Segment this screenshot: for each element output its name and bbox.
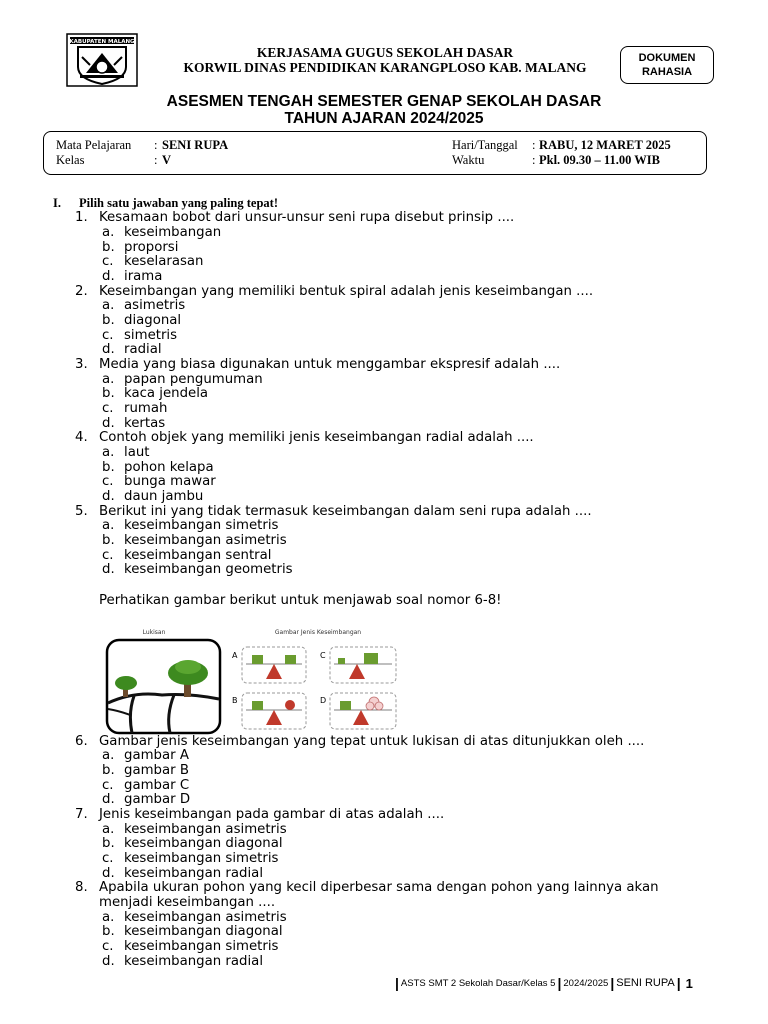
option-text: bunga mawar [124, 474, 216, 489]
option-text: simetris [124, 328, 178, 343]
footer-subject: SENI RUPA [616, 977, 675, 989]
option-letter: c. [102, 401, 114, 416]
exam-title [0, 93, 768, 127]
question-number: 2. [75, 284, 88, 299]
option-letter: d. [102, 416, 115, 431]
option-text: papan pengumuman [124, 372, 263, 387]
footer-separator: | [676, 975, 681, 991]
option-letter: a. [102, 518, 115, 533]
option-text: keseimbangan diagonal [124, 924, 283, 939]
option-text: keseimbangan simetris [124, 851, 279, 866]
option-text: diagonal [124, 313, 182, 328]
option-text: daun jambu [124, 489, 204, 504]
district-logo [66, 33, 138, 87]
section-number: I. [53, 196, 61, 210]
option-text: keseimbangan simetris [124, 939, 279, 954]
question-number: 6. [75, 734, 88, 749]
question-number: 5. [75, 504, 88, 519]
info-row-2 [56, 153, 696, 168]
option-text: keseimbangan radial [124, 954, 264, 969]
footer-separator: | [395, 975, 399, 991]
question-text: Media yang biasa digunakan untuk menggambar ekspresif adalah .... [99, 357, 561, 372]
class-value: V [162, 153, 172, 167]
option-letter: d. [102, 269, 115, 284]
option-text: gambar A [124, 748, 189, 763]
option-text: keseimbangan diagonal [124, 836, 283, 851]
balance-diagram-c [330, 647, 396, 683]
option-letter: d. [102, 866, 115, 881]
option-letter: d. [102, 792, 115, 807]
section-instruction: Pilih satu jawaban yang paling tepat! [79, 196, 278, 210]
option-letter: a. [102, 910, 115, 925]
option-text: gambar B [124, 763, 189, 778]
day-label: Hari/Tanggal [452, 138, 518, 152]
option-letter: b. [102, 386, 115, 401]
question-number: 4. [75, 430, 88, 445]
option-text: keseimbangan simetris [124, 518, 279, 533]
balance-diagram-b [242, 693, 306, 729]
letterhead-line1: KERJASAMA GUGUS SEKOLAH DASAR [256, 45, 514, 60]
option-letter: c. [102, 474, 114, 489]
question-text: Keseimbangan yang memiliki bentuk spiral adalah jenis keseimbangan .... [99, 284, 594, 299]
time-label: Waktu [452, 153, 485, 167]
option-text: irama [124, 269, 163, 284]
option-letter: a. [102, 822, 115, 837]
option-letter: b. [102, 533, 115, 548]
option-letter: a. [102, 298, 115, 313]
option-text: kertas [124, 416, 166, 431]
letterhead-line2: KORWIL DINAS PENDIDIKAN KARANGPLOSO KAB. MALANG [183, 60, 587, 75]
question-text: Berikut ini yang tidak termasuk keseimbangan dalam seni rupa adalah .... [99, 504, 592, 519]
question-text: Kesamaan bobot dari unsur-unsur seni rupa disebut prinsip .... [99, 210, 515, 225]
option-text: pohon kelapa [124, 460, 214, 475]
option-letter: d. [102, 342, 115, 357]
option-text: kaca jendela [124, 386, 209, 401]
day-value: RABU, 12 MARET 2025 [539, 138, 671, 152]
option-letter: a. [102, 748, 115, 763]
option-text: laut [124, 445, 150, 460]
option-text: radial [124, 342, 162, 357]
option-letter: a. [102, 225, 115, 240]
time-colon: : [532, 153, 536, 167]
footer-year: 2024/2025 [563, 977, 609, 989]
label-a: A [232, 651, 238, 660]
option-text: keseimbangan asimetris [124, 910, 287, 925]
page-footer [393, 975, 693, 991]
option-letter: b. [102, 240, 115, 255]
question-text-line2: menjadi keseimbangan .... [99, 895, 276, 910]
option-letter: d. [102, 562, 115, 577]
balance-diagram-a [242, 647, 306, 683]
option-letter: c. [102, 328, 114, 343]
exam-title-line2: TAHUN AJARAN 2024/2025 [284, 110, 484, 127]
balance-caption: Gambar Jenis Keseimbangan [274, 629, 362, 636]
option-letter: c. [102, 254, 114, 269]
label-b: B [232, 696, 238, 705]
exam-info-box [43, 131, 707, 175]
option-letter: b. [102, 763, 115, 778]
subject-colon: : [154, 138, 158, 152]
question-text: Contoh objek yang memiliki jenis keseimbangan radial adalah .... [99, 430, 534, 445]
badge-line1: DOKUMEN [638, 52, 696, 64]
time-value: Pkl. 09.30 – 11.00 WIB [539, 153, 660, 167]
option-letter: c. [102, 939, 114, 954]
option-text: keseimbangan asimetris [124, 822, 287, 837]
subject-value: SENI RUPA [162, 138, 229, 152]
label-d: D [320, 696, 327, 705]
option-letter: a. [102, 372, 115, 387]
option-letter: b. [102, 924, 115, 939]
logo-text: KABUPATEN MALANG [69, 39, 135, 45]
option-letter: d. [102, 489, 115, 504]
option-letter: b. [102, 460, 115, 475]
question-text: Gambar jenis keseimbangan yang tepat untuk lukisan di atas ditunjukkan oleh .... [99, 734, 645, 749]
option-letter: b. [102, 836, 115, 851]
question-text: Jenis keseimbangan pada gambar di atas adalah .... [99, 807, 445, 822]
info-row-1 [56, 138, 696, 153]
option-text: keselarasan [124, 254, 204, 269]
option-text: rumah [124, 401, 168, 416]
question-text: Apabila ukuran pohon yang kecil diperbesar sama dengan pohon yang lainnya akan [99, 880, 659, 895]
subject-label: Mata Pelajaran [56, 138, 132, 152]
footer-exam: ASTS SMT 2 Sekolah Dasar/Kelas 5 [400, 977, 556, 989]
badge-line2: RAHASIA [641, 66, 693, 78]
option-letter: c. [102, 851, 114, 866]
painting-caption: Lukisan [142, 629, 166, 636]
label-c: C [320, 651, 326, 660]
day-colon: : [532, 138, 536, 152]
class-colon: : [154, 153, 158, 167]
question-number: 8. [75, 880, 88, 895]
option-text: keseimbangan [124, 225, 222, 240]
figure-instruction: Perhatikan gambar berikut untuk menjawab soal nomor 6-8! [99, 593, 502, 608]
class-label: Kelas [56, 153, 85, 167]
option-text: proporsi [124, 240, 179, 255]
option-letter: d. [102, 954, 115, 969]
option-text: asimetris [124, 298, 186, 313]
option-text: keseimbangan sentral [124, 548, 272, 563]
option-text: gambar D [124, 792, 191, 807]
question-number: 1. [75, 210, 88, 225]
option-text: gambar C [124, 778, 190, 793]
balance-figure [104, 625, 404, 737]
footer-separator: | [557, 975, 562, 991]
option-letter: c. [102, 548, 114, 563]
balance-diagram-d [330, 693, 396, 729]
question-number: 7. [75, 807, 88, 822]
option-letter: b. [102, 313, 115, 328]
option-text: keseimbangan geometris [124, 562, 293, 577]
question-number: 3. [75, 357, 88, 372]
option-letter: c. [102, 778, 114, 793]
letterhead [150, 45, 620, 75]
painting-image [107, 640, 220, 733]
option-text: keseimbangan radial [124, 866, 264, 881]
exam-title-line1: ASESMEN TENGAH SEMESTER GENAP SEKOLAH DASAR [166, 93, 602, 110]
option-letter: a. [102, 445, 115, 460]
page-number: 1 [685, 975, 693, 991]
confidential-badge [620, 46, 714, 84]
option-text: keseimbangan asimetris [124, 533, 287, 548]
footer-separator: | [610, 975, 615, 991]
